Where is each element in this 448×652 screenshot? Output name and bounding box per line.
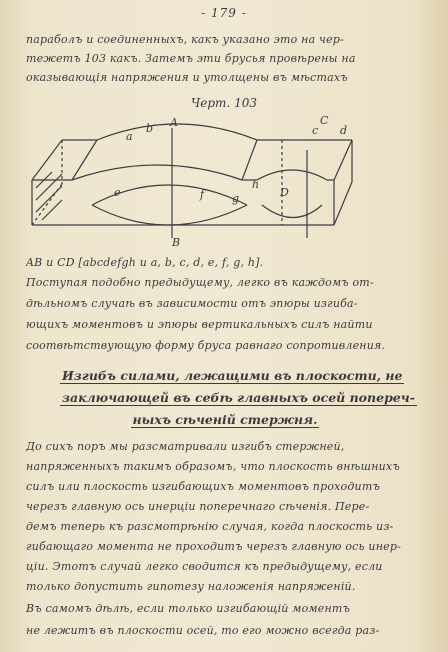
label-c: c <box>312 124 319 137</box>
label-D: D <box>280 186 289 199</box>
mid-line-5: соотвѣтствующую форму бруса равнаго сопротивления. <box>26 339 386 352</box>
mid-line-1: AB и CD [abcdefgh и a, b, c, d, e, f, g, h]. <box>26 256 264 269</box>
figure-caption: Черт. 103 <box>191 96 257 110</box>
body-line-7: ціи. Этотъ случай легко сводится къ предыдущему, если <box>26 560 383 573</box>
label-h: h <box>252 178 260 191</box>
mid-line-2: Поступая подобно предыдущему, легко въ каждомъ от- <box>26 276 374 289</box>
mid-line-3: дѣльномъ случаѣ въ зависимости отъ эпюры изгиба- <box>26 297 358 310</box>
section-heading-2: заключающей въ себѣ главныхъ осей попереч- <box>62 390 415 405</box>
body-line-4: черезъ главную ось инерціи поперечнаго сѣченія. Пере- <box>26 500 370 513</box>
label-e: e <box>114 186 121 199</box>
body-line-6: гибающаго момента не проходитъ черезъ главную ось инер- <box>26 540 402 553</box>
mid-line-4: ющихъ моментовъ и эпюры вертикальныхъ силъ найти <box>26 318 373 331</box>
label-B: B <box>172 236 181 249</box>
body-line-10: не лежитъ въ плоскости осей, то его можно всегда раз- <box>26 624 380 637</box>
body-line-9: Въ самомъ дѣлѣ, если только изгибающій моментъ <box>26 602 351 615</box>
intro-line-3: оказывающія напряжения и утолщены въ мѣстахъ <box>26 71 348 84</box>
beam-figure <box>22 110 402 250</box>
body-line-3: силъ или плоскость изгибающихъ моментовъ проходитъ <box>26 480 380 493</box>
section-heading-1: Изгибъ силами, лежащими въ плоскости, не <box>62 368 403 383</box>
label-d: d <box>340 124 348 137</box>
label-f: f <box>200 188 205 201</box>
label-a: a <box>126 130 133 143</box>
label-g: g <box>232 192 240 205</box>
intro-line-2: тежетъ 103 какъ. Затемъ эти брусья провѣрены на <box>26 52 356 65</box>
body-line-8: только допустить гипотезу наложенія напряженій. <box>26 580 356 593</box>
label-C: C <box>320 114 329 127</box>
body-line-5: демъ теперь къ разсмотрѣнію случая, когда плоскость из- <box>26 520 394 533</box>
page-number: - 179 - <box>201 6 247 20</box>
intro-line-1: параболъ и соединенныхъ, какъ указано это на чер- <box>26 33 344 46</box>
label-b: b <box>146 122 154 135</box>
body-line-1: До сихъ поръ мы разсматривали изгибъ стержней, <box>26 440 345 453</box>
body-line-2: напряженныхъ такимъ образомъ, что плоскость внѣшнихъ <box>26 460 400 473</box>
label-A: A <box>170 116 178 129</box>
section-heading-3: ныхъ сѣченій стержня. <box>132 412 318 427</box>
